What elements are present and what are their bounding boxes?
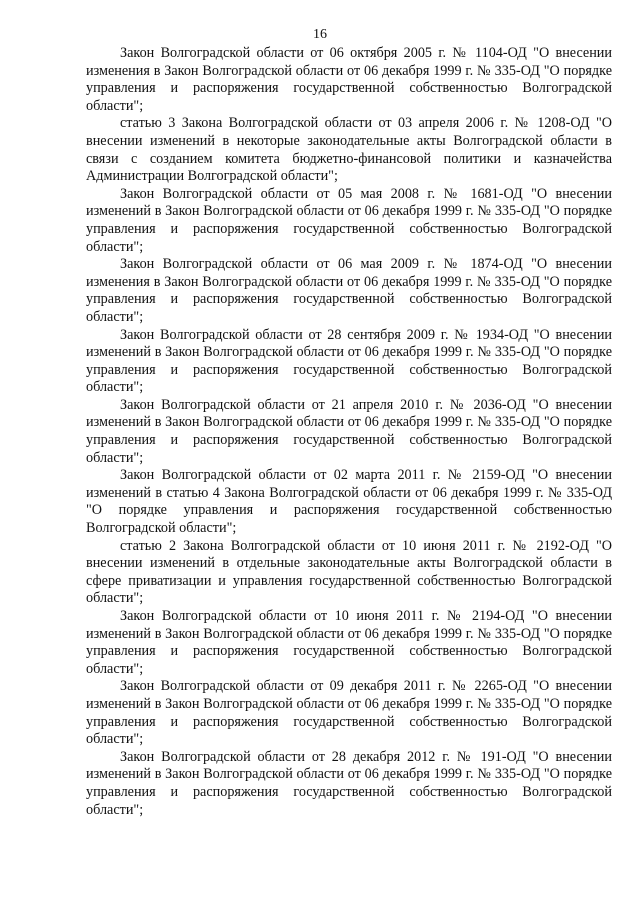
law-list-item: Закон Волгоградской области от 06 октября 2005 г. № 1104-ОД "О внесении изменения в Закон Волгоградской области от 06 декабря 1999 г. № 335-ОД "О порядке управления и распоряжения государственной собственностью Волгоградской области"; bbox=[86, 45, 612, 114]
page-number: 16 bbox=[313, 27, 327, 42]
law-list-item: Закон Волгоградской области от 02 марта 2011 г. № 2159-ОД "О внесении изменений в статью 4 Закона Волгоградской области от 06 декабря 1999 г. № 335-ОД "О порядке управления и распоряжения государственной собственностью Волгоградской области"; bbox=[86, 467, 612, 537]
document-body bbox=[86, 45, 612, 819]
law-list-item: Закон Волгоградской области от 06 мая 2009 г. № 1874-ОД "О внесении изменения в Закон Волгоградской области от 06 декабря 1999 г. № 335-ОД "О порядке управления и распоряжения государственной собственностью Волгоградской области"; bbox=[86, 256, 612, 325]
law-list-item: Закон Волгоградской области от 28 сентября 2009 г. № 1934-ОД "О внесении изменений в Закон Волгоградской области от 06 декабря 1999 г. № 335-ОД "О порядке управления и распоряжения государственной собственностью Волгоградской области"; bbox=[86, 326, 612, 396]
law-list-item: статью 2 Закона Волгоградской области от 10 июня 2011 г. № 2192-ОД "О внесении изменений в отдельные законодательные акты Волгоградской области в сфере приватизации и управления государственной собственностью Волгоградской области"; bbox=[86, 537, 612, 607]
law-list-item: Закон Волгоградской области от 05 мая 2008 г. № 1681-ОД "О внесении изменений в Закон Волгоградской области от 06 декабря 1999 г. № 335-ОД "О порядке управления и распоряжения государственной собственностью Волгоградской области"; bbox=[86, 185, 612, 255]
law-list-item: Закон Волгоградской области от 10 июня 2011 г. № 2194-ОД "О внесении изменений в Закон Волгоградской области от 06 декабря 1999 г. № 335-ОД "О порядке управления и распоряжения государственной собственностью Волгоградской области"; bbox=[86, 608, 612, 677]
law-list-item: статью 3 Закона Волгоградской области от 03 апреля 2006 г. № 1208-ОД "О внесении изменений в некоторые законодательные акты Волгоградской области в связи с созданием комитета бюджетно-финансовой политики и казначейства Администрации Волгоградской области"; bbox=[86, 115, 612, 185]
law-list-item: Закон Волгоградской области от 28 декабря 2012 г. № 191-ОД "О внесении изменений в Закон Волгоградской области от 06 декабря 1999 г. № 335-ОД "О порядке управления и распоряжения государственной собственностью Волгоградской области"; bbox=[86, 748, 612, 818]
law-list-item: Закон Волгоградской области от 09 декабря 2011 г. № 2265-ОД "О внесении изменений в Закон Волгоградской области от 06 декабря 1999 г. № 335-ОД "О порядке управления и распоряжения государственной собственностью Волгоградской области"; bbox=[86, 678, 612, 748]
law-list-item: Закон Волгоградской области от 21 апреля 2010 г. № 2036-ОД "О внесении изменений в Закон Волгоградской области от 06 декабря 1999 г. № 335-ОД "О порядке управления и распоряжения государственной собственностью Волгоградской области"; bbox=[86, 396, 612, 466]
